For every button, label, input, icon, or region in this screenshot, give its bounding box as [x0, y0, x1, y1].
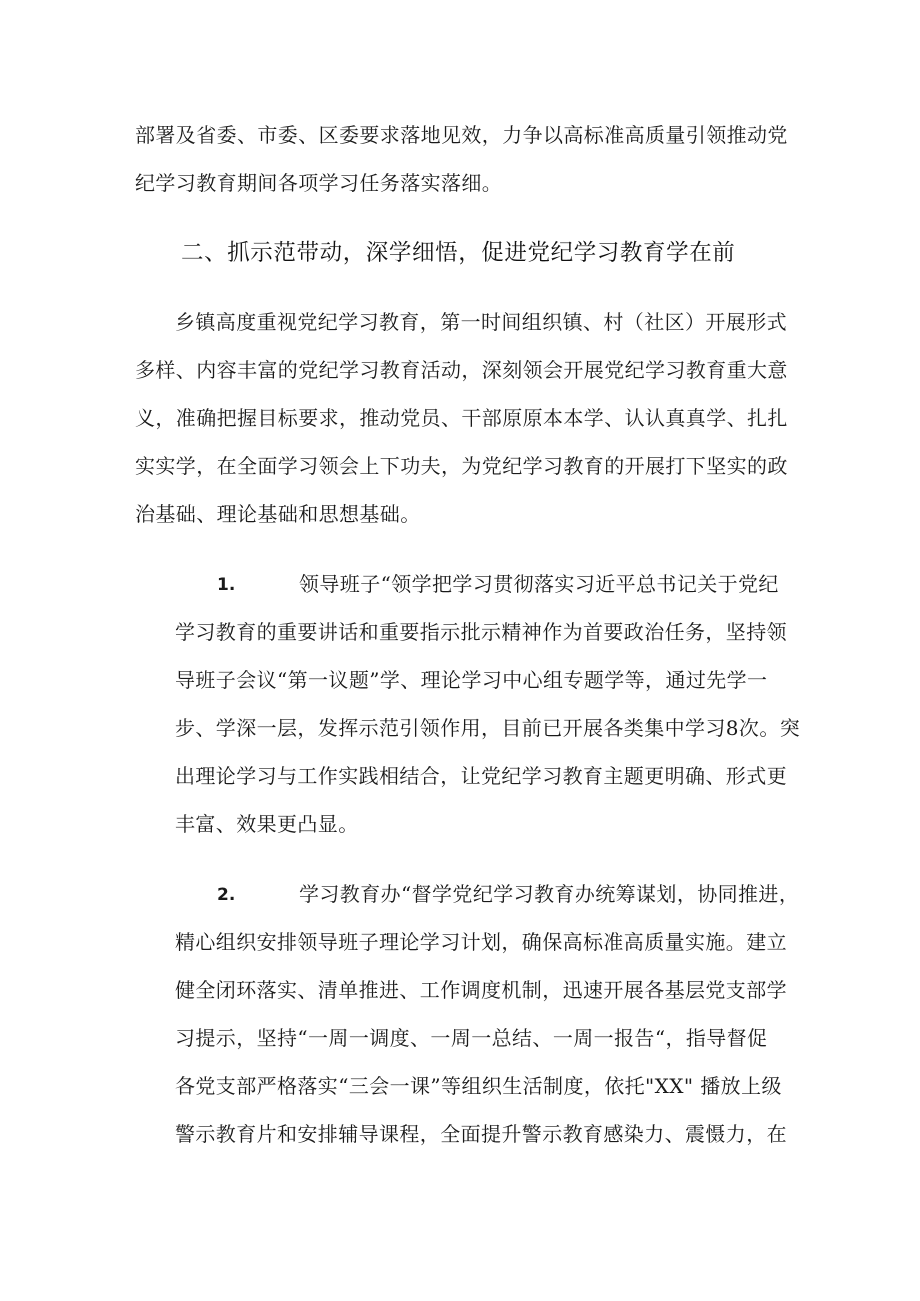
intro-line: 纪学习教育期间各项学习任务落实落细。: [135, 171, 503, 195]
item-line: 丰富、效果更凸显。: [175, 812, 359, 836]
item-number: 1.: [217, 575, 236, 595]
item-line: 导班子会议“第一议题”学、理论学习中心组专题学等，通过先学一: [175, 668, 768, 692]
section-paragraph-line: 多样、内容丰富的党纪学习教育活动，深刻领会开展党纪学习教育重大意: [135, 358, 788, 382]
item-number: 2.: [217, 885, 236, 905]
intro-line: 部署及省委、市委、区委要求落地见效，力争以高标准高质量引领推动党: [135, 123, 788, 147]
section-paragraph-line: 实实学，在全面学习领会上下功夫，为党纪学习教育的开展打下坚实的政: [135, 454, 788, 478]
item-line: 习提示，坚持“一周一调度、一周一总结、一周一报告“，指导督促: [175, 1026, 768, 1050]
item-line: 步、学深一层，发挥示范引领作用，目前已开展各类集中学习8次。突: [175, 716, 801, 740]
item-line: 学习教育的重要讲话和重要指示批示精神作为首要政治任务，坚持领: [175, 620, 787, 644]
item-line: 学习教育办“督学党纪学习教育办统筹谋划，协同推进，: [299, 882, 800, 906]
item-line: 领导班子“领学把学习贯彻落实习近平总书记关于党纪: [299, 572, 779, 596]
section-paragraph-line: 治基础、理论基础和思想基础。: [135, 502, 421, 526]
item-line: 各党支部严格落实“三会一课”等组织生活制度，依托"XX" 播放上级: [175, 1074, 782, 1098]
item-line: 出理论学习与工作实践相结合，让党纪学习教育主题更明确、形式更: [175, 764, 787, 788]
section-paragraph-line: 乡镇高度重视党纪学习教育，第一时间组织镇、村（社区）开展形式: [175, 310, 787, 334]
item-line: 精心组织安排领导班子理论学习计划，确保高标准高质量实施。建立: [175, 930, 787, 954]
section-heading: 二、抓示范带动，深学细悟，促进党纪学习教育学在前: [181, 240, 736, 266]
section-paragraph-line: 义，准确把握目标要求，推动党员、干部原原本本学、认认真真学、扎扎: [135, 406, 788, 430]
item-line: 健全闭环落实、清单推进、工作调度机制，迅速开展各基层党支部学: [175, 978, 787, 1002]
item-line: 警示教育片和安排辅导课程，全面提升警示教育感染力、震慑力，在: [175, 1122, 787, 1146]
